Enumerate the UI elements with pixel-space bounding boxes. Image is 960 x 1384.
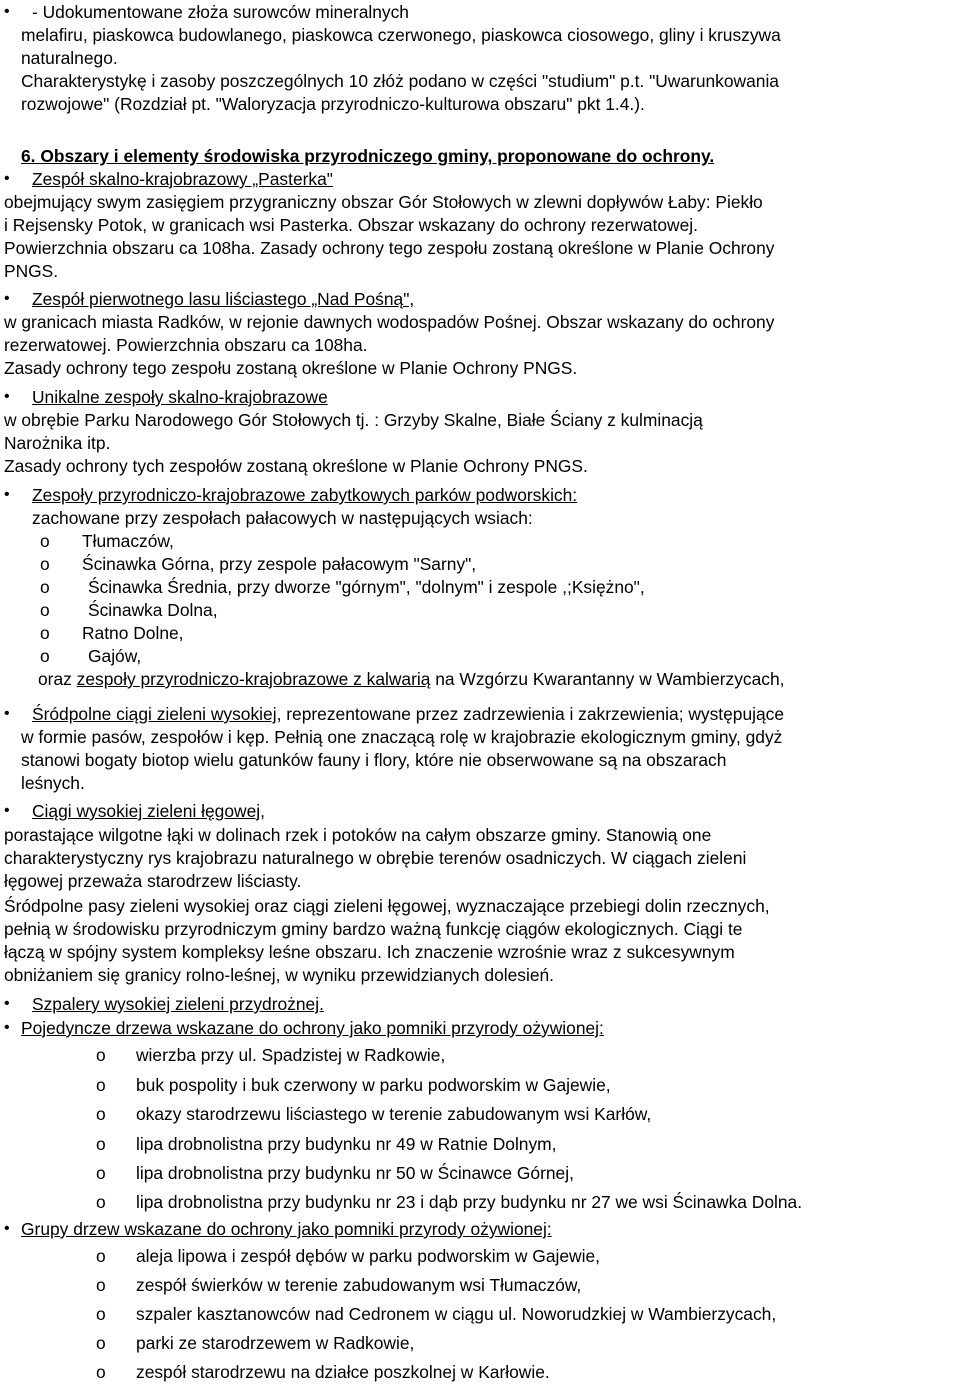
list-item: Gajów,	[88, 646, 142, 666]
bullet: •	[4, 1220, 10, 1237]
text-line: Zasady ochrony tego zespołu zostaną określone w Planie Ochrony PNGS.	[4, 358, 578, 378]
text-line: obniżaniem się granicy rolno-leśnej, w wyniku przewidzianych dolesień.	[4, 965, 555, 985]
bullet: •	[4, 290, 10, 307]
bullet: •	[4, 802, 10, 819]
text-line: Zasady ochrony tych zespołów zostaną określone w Planie Ochrony PNGS.	[4, 456, 588, 476]
list-item: wierzba przy ul. Spadzistej w Radkowie,	[136, 1045, 446, 1065]
text-line	[38, 668, 784, 691]
text-line: melafiru, piaskowca budowlanego, piaskowca czerwonego, piaskowca ciosowego, gliny i kruszywa	[21, 25, 781, 45]
text-line: łęgowej przeważa starodrzew liściasty.	[4, 871, 302, 891]
list-item: aleja lipowa i zespół dębów w parku podworskim w Gajewie,	[136, 1246, 600, 1266]
list-item: lipa drobnolistna przy budynku nr 23 i dąb przy budynku nr 27 we wsi Ścinawka Dolna.	[136, 1192, 803, 1212]
sub-bullet: o	[96, 1362, 106, 1382]
item-title: Pojedyncze drzewa wskazane do ochrony jako pomniki przyrody ożywionej:	[21, 1018, 604, 1038]
bullet: •	[4, 170, 10, 187]
item-title: Grupy drzew wskazane do ochrony jako pomniki przyrody ożywionej:	[21, 1219, 552, 1239]
text-line	[32, 703, 784, 726]
bullet: •	[4, 3, 10, 20]
sub-bullet: o	[96, 1075, 106, 1095]
sub-bullet: o	[40, 554, 50, 574]
text-line: Śródpolne pasy zieleni wysokiej oraz ciągi zieleni łęgowej, wyznaczające przebiegi dolin rzecznych,	[4, 896, 770, 916]
list-item: szpaler kasztanowców nad Cedronem w ciągu ul. Noworudzkiej w Wambierzycach,	[136, 1304, 777, 1324]
text-line: w granicach miasta Radków, w rejonie dawnych wodospadów Pośnej. Obszar wskazany do ochrony	[4, 312, 775, 332]
sub-bullet: o	[96, 1045, 106, 1065]
list-item: zespół świerków w terenie zabudowanym wsi Tłumaczów,	[136, 1275, 582, 1295]
item-title: Śródpolne ciągi zieleni wysokiej,	[32, 704, 282, 724]
list-item: Ścinawka Dolna,	[88, 600, 218, 620]
text-line: obejmujący swym zasięgiem przygraniczny obszar Gór Stołowych w zlewni dopływów Łaby: Piekło	[4, 192, 763, 212]
list-item: Ścinawka Średnia, przy dworze "górnym", "dolnym" i zespole ,;Księżno",	[88, 577, 645, 597]
bullet: •	[4, 1019, 10, 1036]
sub-bullet: o	[40, 600, 50, 620]
text-line: w formie pasów, zespołów i kęp. Pełnią one znaczącą rolę w krajobrazie ekologicznym gminy, gdyż	[21, 727, 783, 747]
sub-bullet: o	[96, 1104, 106, 1124]
bullet: •	[4, 388, 10, 405]
item-title: Zespół skalno-krajobrazowy „Pasterka"	[32, 169, 333, 189]
bullet: •	[4, 705, 10, 722]
sub-bullet: o	[96, 1246, 106, 1266]
text-line: porastające wilgotne łąki w dolinach rzek i potoków na całym obszarze gminy. Stanowią one	[4, 825, 712, 845]
item-title: Zespoły przyrodniczo-krajobrazowe zabytkowych parków podworskich:	[32, 485, 578, 505]
list-item: lipa drobnolistna przy budynku nr 49 w Ratnie Dolnym,	[136, 1134, 557, 1154]
text-line: naturalnego.	[21, 48, 118, 68]
item-title: Zespół pierwotnego lasu liściastego „Nad Pośną",	[32, 289, 415, 309]
text-fragment: reprezentowane przez zadrzewienia i zakrzewienia; występujące	[281, 704, 785, 724]
sub-bullet: o	[40, 577, 50, 597]
text-fragment: oraz	[38, 669, 77, 689]
item-title: Unikalne zespoły skalno-krajobrazowe	[32, 387, 328, 407]
list-item: zespół starodrzewu na działce poszkolnej w Karłowie.	[136, 1362, 550, 1382]
list-item: parki ze starodrzewem w Radkowie,	[136, 1333, 415, 1353]
sub-bullet: o	[40, 646, 50, 666]
text-line: stanowi bogaty biotop wielu gatunków fauny i flory, które nie obserwowane są na obszarach	[21, 750, 727, 770]
text-line: pełnią w środowisku przyrodniczym gminy bardzo ważną funkcję ciągów ekologicznych. Ciągi te	[4, 919, 743, 939]
list-item: buk pospolity i buk czerwony w parku podworskim w Gajewie,	[136, 1075, 611, 1095]
text-line: Narożnika itp.	[4, 433, 111, 453]
sub-bullet: o	[96, 1192, 106, 1212]
text-line: charakterystyczny rys krajobrazu naturalnego w obrębie terenów osadniczych. W ciągach zieleni	[4, 848, 747, 868]
sub-bullet: o	[96, 1275, 106, 1295]
sub-bullet: o	[40, 531, 50, 551]
section-heading: 6. Obszary i elementy środowiska przyrodniczego gminy, proponowane do ochrony.	[21, 146, 715, 166]
text-line: rezerwatowej. Powierzchnia obszaru ca 108ha.	[4, 335, 368, 355]
list-item: Tłumaczów,	[82, 531, 174, 551]
sub-bullet: o	[96, 1304, 106, 1324]
bullet: •	[4, 486, 10, 503]
item-title: zespoły przyrodniczo-krajobrazowe z kalwarią	[76, 669, 431, 689]
text-line: w obrębie Parku Narodowego Gór Stołowych tj. : Grzyby Skalne, Białe Ściany z kulminacją	[4, 410, 703, 430]
list-item: Ścinawka Górna, przy zespole pałacowym "Sarny",	[82, 554, 477, 574]
text-fragment: na Wzgórzu Kwarantanny w Wambierzycach,	[430, 669, 785, 689]
text-line: leśnych.	[21, 773, 85, 793]
sub-bullet: o	[40, 623, 50, 643]
text-line: Powierzchnia obszaru ca 108ha. Zasady ochrony tego zespołu zostaną określone w Planie Ochrony	[4, 238, 775, 258]
text-line: Charakterystykę i zasoby poszczególnych 10 złóż podano w części "studium" p.t. "Uwarunkowania	[21, 71, 779, 91]
bullet: •	[4, 995, 10, 1012]
text-line: zachowane przy zespołach pałacowych w następujących wsiach:	[32, 508, 533, 528]
sub-bullet: o	[96, 1163, 106, 1183]
list-item: Ratno Dolne,	[82, 623, 184, 643]
item-title: - Udokumentowane złoża surowców mineralnych	[32, 2, 409, 22]
list-item: lipa drobnolistna przy budynku nr 50 w Ścinawce Górnej,	[136, 1163, 574, 1183]
item-title: Ciągi wysokiej zieleni łęgowej,	[32, 801, 265, 821]
text-line: PNGS.	[4, 261, 59, 281]
sub-bullet: o	[96, 1333, 106, 1353]
list-item: okazy starodrzewu liściastego w terenie zabudowanym wsi Karłów,	[136, 1104, 652, 1124]
item-title: Szpalery wysokiej zieleni przydrożnej.	[32, 994, 324, 1014]
text-line: łączą w spójny system kompleksy leśne obszaru. Ich znaczenie wzrośnie wraz z sukcesywnym	[4, 942, 735, 962]
text-line: i Rejsensky Potok, w granicach wsi Pasterka. Obszar wskazany do ochrony rezerwatowej.	[4, 215, 698, 235]
text-line: rozwojowe" (Rozdział pt. "Waloryzacja przyrodniczo-kulturowa obszaru" pkt 1.4.).	[21, 94, 645, 114]
sub-bullet: o	[96, 1134, 106, 1154]
